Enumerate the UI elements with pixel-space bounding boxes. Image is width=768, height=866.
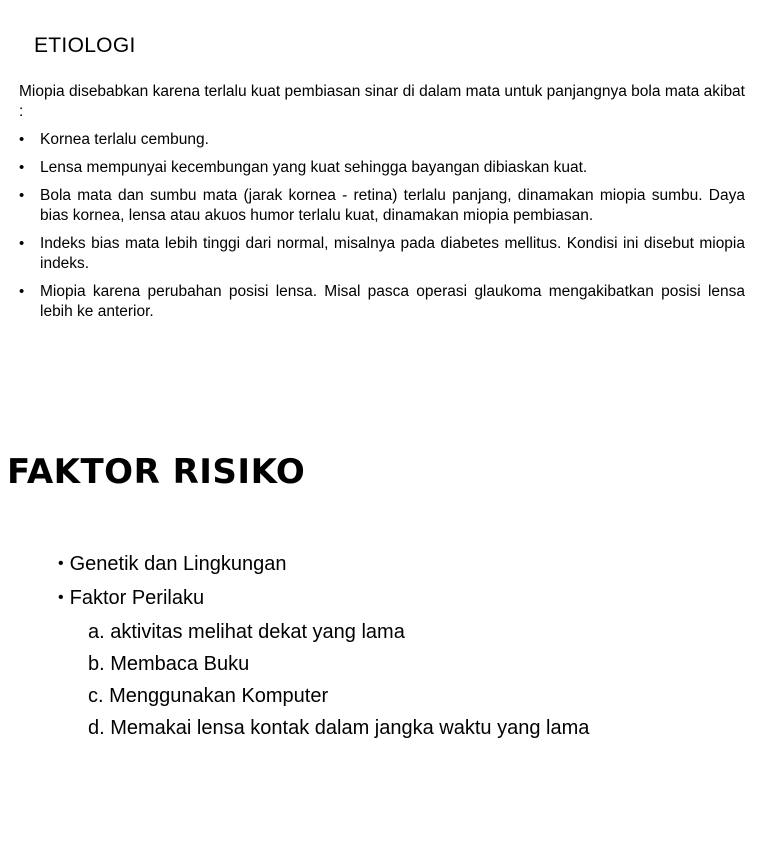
faktor-perilaku-subitem: d. Memakai lensa kontak dalam jangka waktu yang lama: [88, 717, 590, 739]
etiologi-item: [19, 282, 745, 322]
etiologi-item: [19, 158, 745, 178]
bullet-icon: •: [19, 283, 25, 300]
faktor-risiko-item: [58, 548, 589, 582]
etiologi-item: [19, 186, 745, 226]
faktor-risiko-item-text: Genetik dan Lingkungan: [69, 553, 287, 575]
etiologi-item-text: Indeks bias mata lebih tinggi dari normal, misalnya pada diabetes mellitus. Kondisi ini disebut miopia indeks.: [40, 235, 745, 272]
etiologi-item: [19, 130, 745, 150]
bullet-icon: •: [19, 235, 25, 252]
slide-etiologi: [0, 0, 768, 420]
bullet-icon: •: [19, 159, 25, 176]
faktor-risiko-title: FAKTOR RISIKO: [7, 452, 306, 492]
faktor-risiko-item: [58, 582, 589, 744]
etiologi-item-text: Bola mata dan sumbu mata (jarak kornea - retina) terlalu panjang, dinamakan miopia sumbu. Daya bias kornea, lensa atau akuos humor terlalu kuat, dinamakan miopia pembiasan.: [40, 187, 745, 224]
faktor-risiko-list: [58, 548, 589, 744]
etiologi-title: ETIOLOGI: [34, 34, 136, 57]
faktor-perilaku-subitem: b. Membaca Buku: [88, 653, 250, 675]
faktor-perilaku-subitem: c. Menggunakan Komputer: [88, 685, 329, 707]
etiologi-list: [19, 130, 745, 330]
faktor-risiko-item-text: Faktor Perilaku: [69, 587, 205, 609]
bullet-icon: •: [58, 589, 64, 606]
etiologi-item: [19, 234, 745, 274]
slide-faktor-risiko: [0, 420, 768, 866]
etiologi-intro: Miopia disebabkan karena terlalu kuat pembiasan sinar di dalam mata untuk panjangnya bola mata akibat :: [19, 83, 745, 120]
etiologi-item-text: Lensa mempunyai kecembungan yang kuat sehingga bayangan dibiaskan kuat.: [40, 159, 588, 176]
etiologi-item-text: Kornea terlalu cembung.: [40, 131, 209, 148]
faktor-perilaku-subitem: a. aktivitas melihat dekat yang lama: [88, 621, 405, 643]
bullet-icon: •: [58, 555, 64, 572]
faktor-perilaku-sublist: [58, 616, 589, 744]
etiologi-item-text: Miopia karena perubahan posisi lensa. Misal pasca operasi glaukoma mengakibatkan posisi lensa lebih ke anterior.: [40, 283, 745, 320]
bullet-icon: •: [19, 187, 25, 204]
bullet-icon: •: [19, 131, 25, 148]
